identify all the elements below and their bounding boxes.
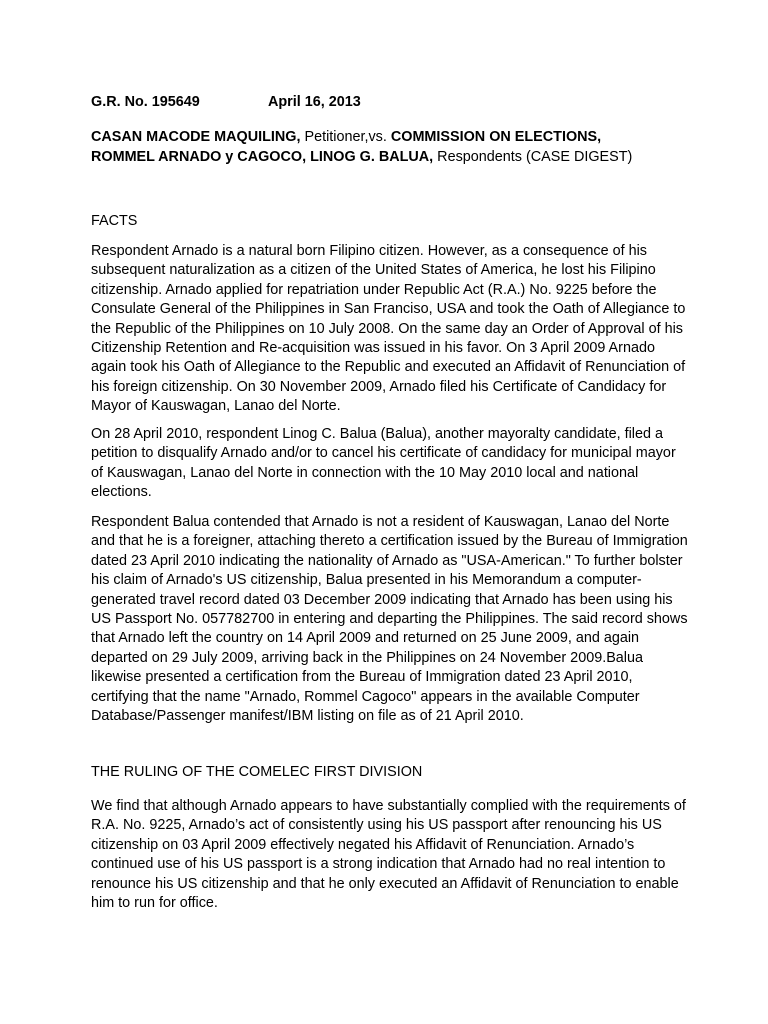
respondents-line-2: ROMMEL ARNADO y CAGOCO, LINOG G. BALUA, [91,148,434,165]
facts-heading: FACTS [91,213,138,229]
decision-date: April 16, 2013 [268,94,361,110]
ruling-heading: THE RULING OF THE COMELEC FIRST DIVISION [91,764,423,780]
petitioner-name: CASAN MACODE MAQUILING, [91,129,301,145]
case-parties [91,128,691,167]
facts-paragraph-1: Respondent Arnado is a natural born Filipino citizen. However, as a consequence of his subsequent naturalization as a citizen of the United States of America, he lost his Filipino citizenship. Arnado applied for repatriation under Republic Act (R.A.) No. 9225 before the Consulate General of the Philippines in San Franciso, USA and took the Oath of Allegiance to the Republic of the Philippines on 10 July 2008. On the same day an Order of Approval of his Citizenship Retention and Re-acquisition was issued in his favor. On 3 April 2009 Arnado again took his Oath of Allegiance to the Republic and executed an Affidavit of Renunciation of his foreign citizenship. On 30 November 2009, Arnado filed his Certificate of Candidacy for Mayor of Kauswagan, Lanao del Norte. [91,243,686,415]
case-header [91,93,361,112]
facts-paragraph-3: Respondent Balua contended that Arnado is not a resident of Kauswagan, Lanao del Norte and that he is a foreigner, attaching thereto a certification issued by the Bureau of Immigration dated 23 April 2010 indicating the nationality of Arnado as "USA-American." To further bolster his claim of Arnado's US citizenship, Balua presented in his Memorandum a computer-generated travel record dated 03 December 2009 indicating that Arnado has been using his US Passport No. 057782700 in entering and departing the Philippines. The said record shows that Arnado left the country on 14 April 2009 and returned on 25 June 2009, and again departed on 29 July 2009, arriving back in the Philippines on 24 November 2009.Balua likewise presented a certification from the Bureau of Immigration dated 23 April 2010, certifying that the name "Arnado, Rommel Cagoco" appears in the available Computer Database/Passenger manifest/IBM listing on file as of 21 April 2010. [91,514,688,725]
facts-paragraph-2: On 28 April 2010, respondent Linog C. Balua (Balua), another mayoralty candidate, filed a petition to disqualify Arnado and/or to cancel his certificate of candidacy for municipal mayor of Kauswagan, Lanao del Norte in connection with the 10 May 2010 local and national elections. [91,426,676,501]
petitioner-role: Petitioner,vs. [300,129,391,145]
ruling-paragraph: We find that although Arnado appears to have substantially complied with the requirements of R.A. No. 9225, Arnado’s act of consistently using his US passport after renouncing his US citizenship on 03 April 2009 effectively negated his Affidavit of Renunciation. Arnado’s continued use of his US passport is a strong indication that Arnado had no real intention to renounce his US citizenship and that he only executed an Affidavit of Renunciation to enable him to run for office. [91,798,686,912]
case-number: G.R. No. 195649 [91,94,200,110]
respondents-line-1: COMMISSION ON ELECTIONS, [390,129,602,145]
respondents-role: Respondents (CASE DIGEST) [433,148,633,165]
